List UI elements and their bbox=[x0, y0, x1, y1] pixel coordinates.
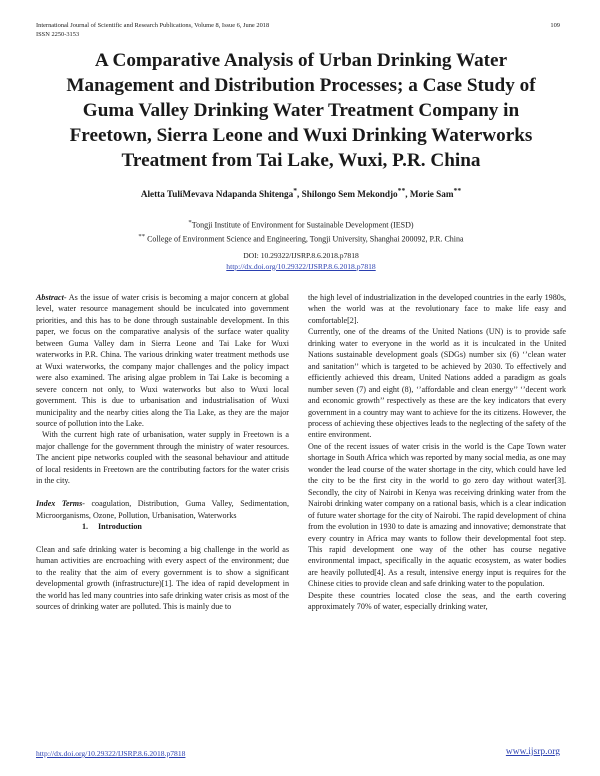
index-terms bbox=[36, 498, 289, 521]
section-heading bbox=[36, 521, 289, 532]
abstract bbox=[36, 292, 289, 429]
index-terms-label: Index Terms- bbox=[36, 499, 85, 509]
footer-site-link[interactable]: www.ijsrp.org bbox=[505, 747, 560, 757]
author-name: Shilongo Sem Mekondjo bbox=[301, 189, 398, 200]
author-name: Morie Sam bbox=[409, 189, 454, 200]
page-number: 109 bbox=[550, 22, 560, 29]
issn: ISSN 2250-3153 bbox=[36, 30, 80, 38]
affiliation bbox=[40, 231, 562, 245]
index-terms-text: coagulation, Distribution, Guma Valley, Sedimentation, Microorganisms, Ozone, Pollution, Urbanisation, Waterworks bbox=[36, 499, 289, 520]
author-mark: ** bbox=[453, 186, 462, 195]
abstract-text: As the issue of water crisis is becoming a major concern at global level, water resource management should be inculcated into government priorities, and this has to be done through sustainable development. In this paper, we focus on the comparative analysis of the surface water quality between Guma Valley dam in Sierra Leone and Tai Lake for Wuxi waterworks in P.R. China. The various drinking water treatment methods use at Wuxi waterworks, the company major challenges and the policy impact were also examined. The arising algae problem in Tai Lake is becoming a severe concern not only, to Wuxi waterworks but also to Wuxi local government. This is due to urbanisation and industrialisation of Wuxi municipality and the nearby cities along the Tia Lake, as they are the major source of pollution into the Lake. bbox=[36, 293, 289, 428]
author-separator: , bbox=[405, 189, 410, 200]
section-number: 1. bbox=[82, 522, 89, 531]
affiliation-text: Tongji Institute of Environment for Sustainable Development (IESD) bbox=[191, 220, 414, 230]
body-paragraph: Despite these countries located close the seas, and the earth covering approximately 70% of water, especially drinking water, bbox=[308, 590, 566, 612]
author-mark: * bbox=[293, 186, 298, 195]
author-list bbox=[40, 186, 562, 199]
author-name: Aletta TuliMevava Ndapanda Shitenga bbox=[140, 189, 294, 200]
doi-text: DOI: 10.29322/IJSRP.8.6.2018.p7818 bbox=[243, 251, 359, 260]
doi-block bbox=[40, 251, 562, 272]
section-title: Introduction bbox=[98, 522, 142, 531]
paper-title: A Comparative Analysis of Urban Drinking Water Management and Distribution Processes; a Case Study of Guma Valley Drinking Water Treatment Company in Freetown, Sierra Leone and Wuxi Drinking Waterworks Treatment from Tai Lake, Wuxi, P.R. China bbox=[66, 50, 536, 171]
left-column bbox=[36, 292, 289, 613]
body-paragraph: One of the recent issues of water crisis in the world is the Cape Town water shortage in South Africa which was reported by many social media, as one may wonder the lead course of the water shortage in the city, which could have led the city to be the first city in the world to go zero day without water[3]. Secondly, the city of Nairobi in Kenya was receiving drinking water from the Nairobi drinking water company on a rational basis, which is a clear indication of future water shortage for the city of Nairobi. The rapid development of china from the evolution in 1930 to date is amazing and innovative; demonstrate that every country in Africa may wants to follow their developmental foot step. This rapid development one way of the other has course negative environmental impact, specifically in the aquatic ecosystem, as water bodies are heavily polluted[4]. As a result, intensive energy input is requires for the Chinese cities to provide clean and safe drinking water to the population. bbox=[308, 441, 566, 589]
intro-paragraph: Clean and safe drinking water is becoming a big challenge in the world as human activities are encroaching with every aspect of the environment; due to the reality that the aim of every government is to show a significant developmental growth (infrastructure)[1]. The idea of rapid development in the world has led many countries into safe drinking water crisis as most of the sources of drinking water are polluted. This is mainly due to bbox=[36, 544, 289, 612]
body-paragraph: the high level of industrialization in the developed countries in the early 1980s, when the world was at the revolutionary face to make life easy and comfortable[2]. bbox=[308, 293, 566, 325]
affiliation bbox=[40, 217, 562, 231]
affiliation-text: College of Environment Science and Engineering, Tongji University, Shanghai 200092, P.R. China bbox=[145, 234, 464, 244]
footer-doi-link[interactable]: http://dx.doi.org/10.29322/IJSRP.8.6.2018.p7818 bbox=[36, 749, 186, 758]
author-mark: ** bbox=[397, 186, 406, 195]
body-paragraph: Currently, one of the dreams of the United Nations (UN) is to provide safe drinking water to everyone in the world as it is inculcated in the United Nations sustainable development goals (SDGs) number six (6) ‘’clean water and sanitation’’ which is targeted to be achieved by 2030. To effectively and efficiently achieved this dream, United Nations added a paradigm as goals number seven (7) and eight (8), ‘’affordable and clean energy’’ ‘’decent work and economic growth’’ respectively as these are the key indicators that every government in a country may want to achieve for the its citizens. However, the process of achieving these objectives leads to the neglecting of the safety of the entire environment. bbox=[308, 327, 566, 440]
journal-name: International Journal of Scientific and Research Publications, Volume 8, Issue 6, June 2018 bbox=[36, 22, 270, 29]
doi-link[interactable]: http://dx.doi.org/10.29322/IJSRP.8.6.2018.p7818 bbox=[226, 261, 376, 271]
right-column bbox=[308, 292, 566, 613]
affiliations bbox=[40, 217, 562, 246]
author-separator: , bbox=[297, 189, 302, 200]
affiliation-mark: ** bbox=[138, 233, 146, 241]
abstract-paragraph: With the current high rate of urbanisation, water supply in Freetown is a major challenge for the government through the ministry of water resources. The ancient pipe networks coupled with the seasonal behaviour and attitude of local residents in Freetown are the contributing factors for the water crisis in the city. bbox=[36, 430, 289, 486]
abstract-label: Abstract- bbox=[36, 293, 67, 302]
running-header bbox=[36, 22, 269, 39]
affiliation-mark: * bbox=[188, 219, 192, 226]
